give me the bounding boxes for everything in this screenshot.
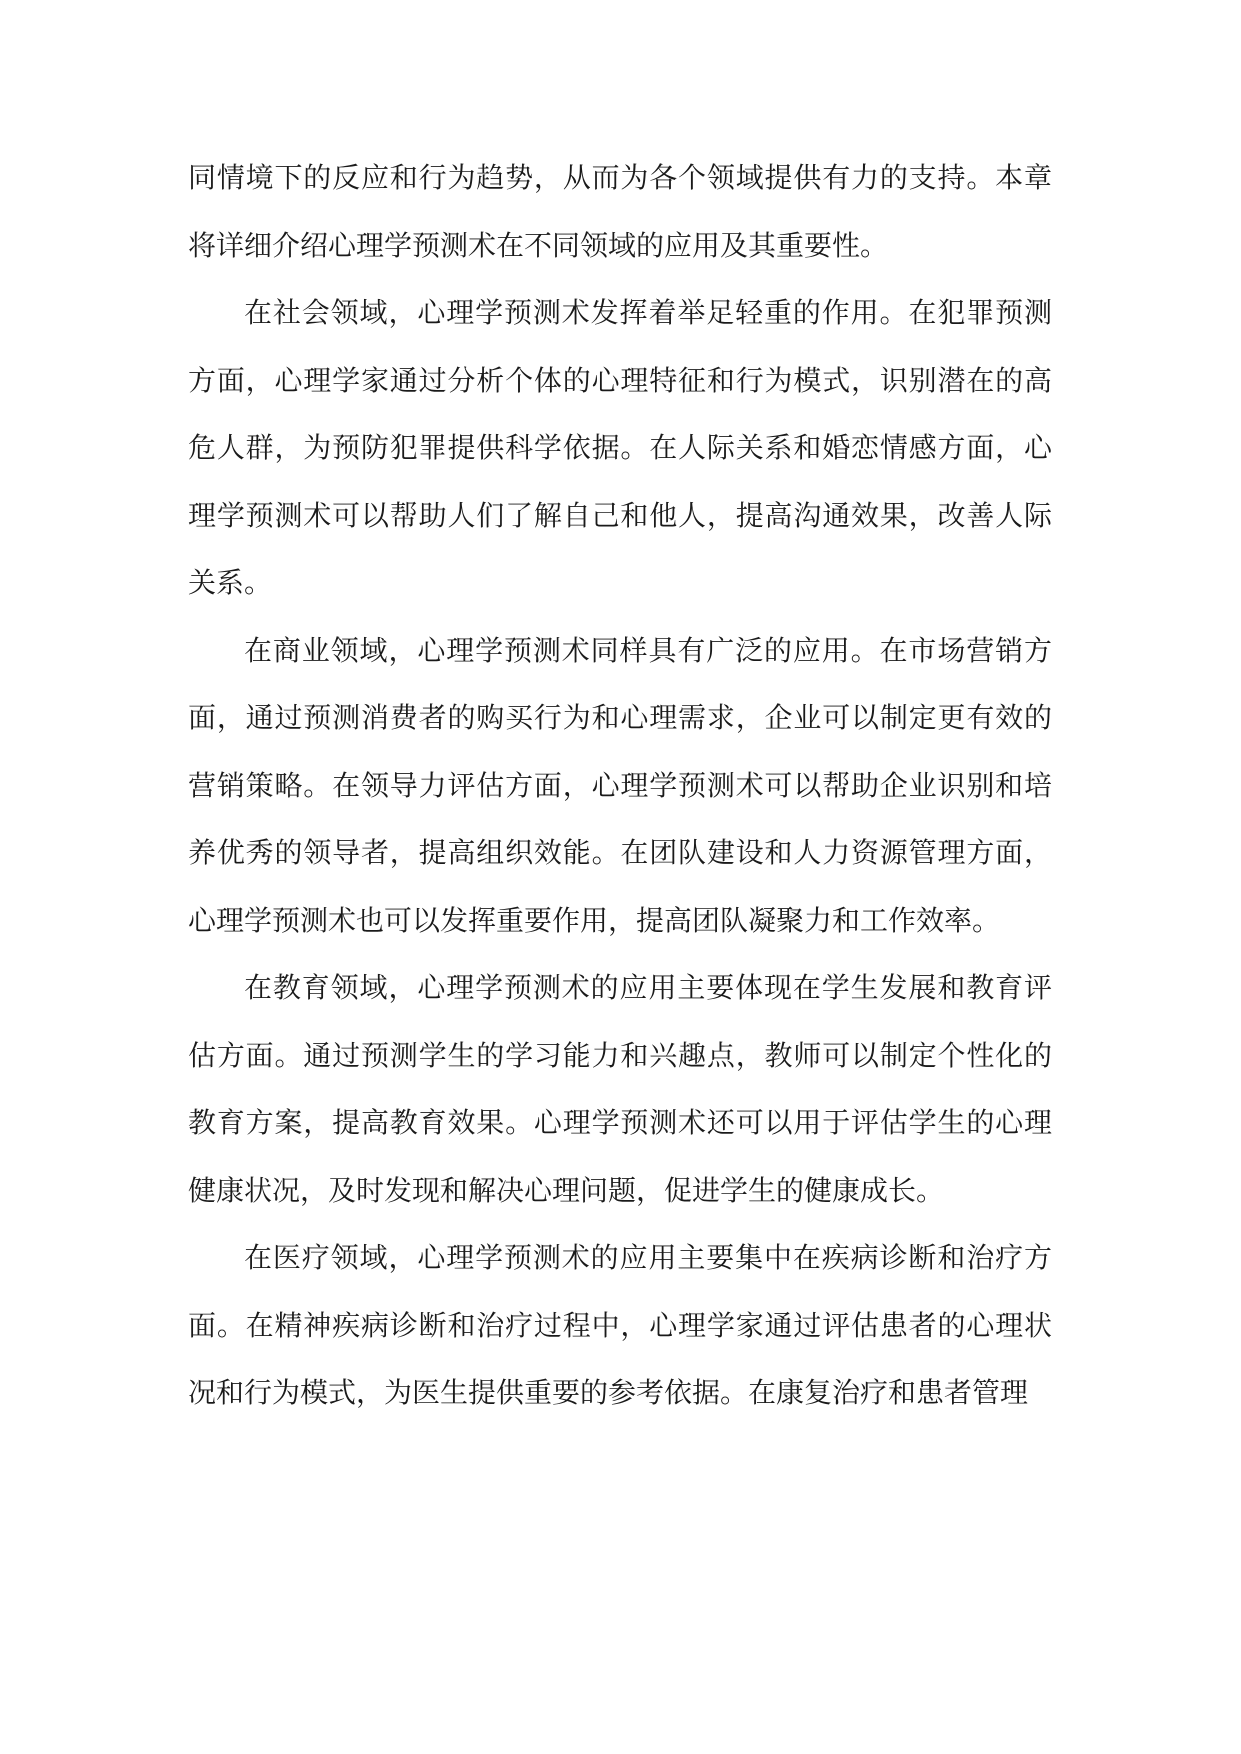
paragraph-medical-domain: 在医疗领域，心理学预测术的应用主要集中在疾病诊断和治疗方面。在精神疾病诊断和治疗过程中，心理学家通过评估患者的心理状况和行为模式，为医生提供重要的参考依据。在康复治疗和患者管理	[188, 1241, 1052, 1409]
paragraph-business-domain: 在商业领域，心理学预测术同样具有广泛的应用。在市场营销方面，通过预测消费者的购买行为和心理需求，企业可以制定更有效的营销策略。在领导力评估方面，心理学预测术可以帮助企业识别和培养优秀的领导者，提高组织效能。在团队建设和人力资源管理方面，心理学预测术也可以发挥重要作用，提高团队凝聚力和工作效率。	[188, 633, 1052, 937]
paragraph-social-domain: 在社会领域，心理学预测术发挥着举足轻重的作用。在犯罪预测方面，心理学家通过分析个体的心理特征和行为模式，识别潜在的高危人群，为预防犯罪提供科学依据。在人际关系和婚恋情感方面，心理学预测术可以帮助人们了解自己和他人，提高沟通效果，改善人际关系。	[188, 296, 1052, 599]
paragraph-education-domain: 在教育领域，心理学预测术的应用主要体现在学生发展和教育评估方面。通过预测学生的学习能力和兴趣点，教师可以制定个性化的教育方案，提高教育效果。心理学预测术还可以用于评估学生的心理健康状况，及时发现和解决心理问题，促进学生的健康成长。	[188, 971, 1052, 1207]
body-text	[188, 144, 1052, 1427]
paragraph-continuation: 同情境下的反应和行为趋势，从而为各个领域提供有力的支持。本章将详细介绍心理学预测术在不同领域的应用及其重要性。	[188, 161, 1052, 262]
